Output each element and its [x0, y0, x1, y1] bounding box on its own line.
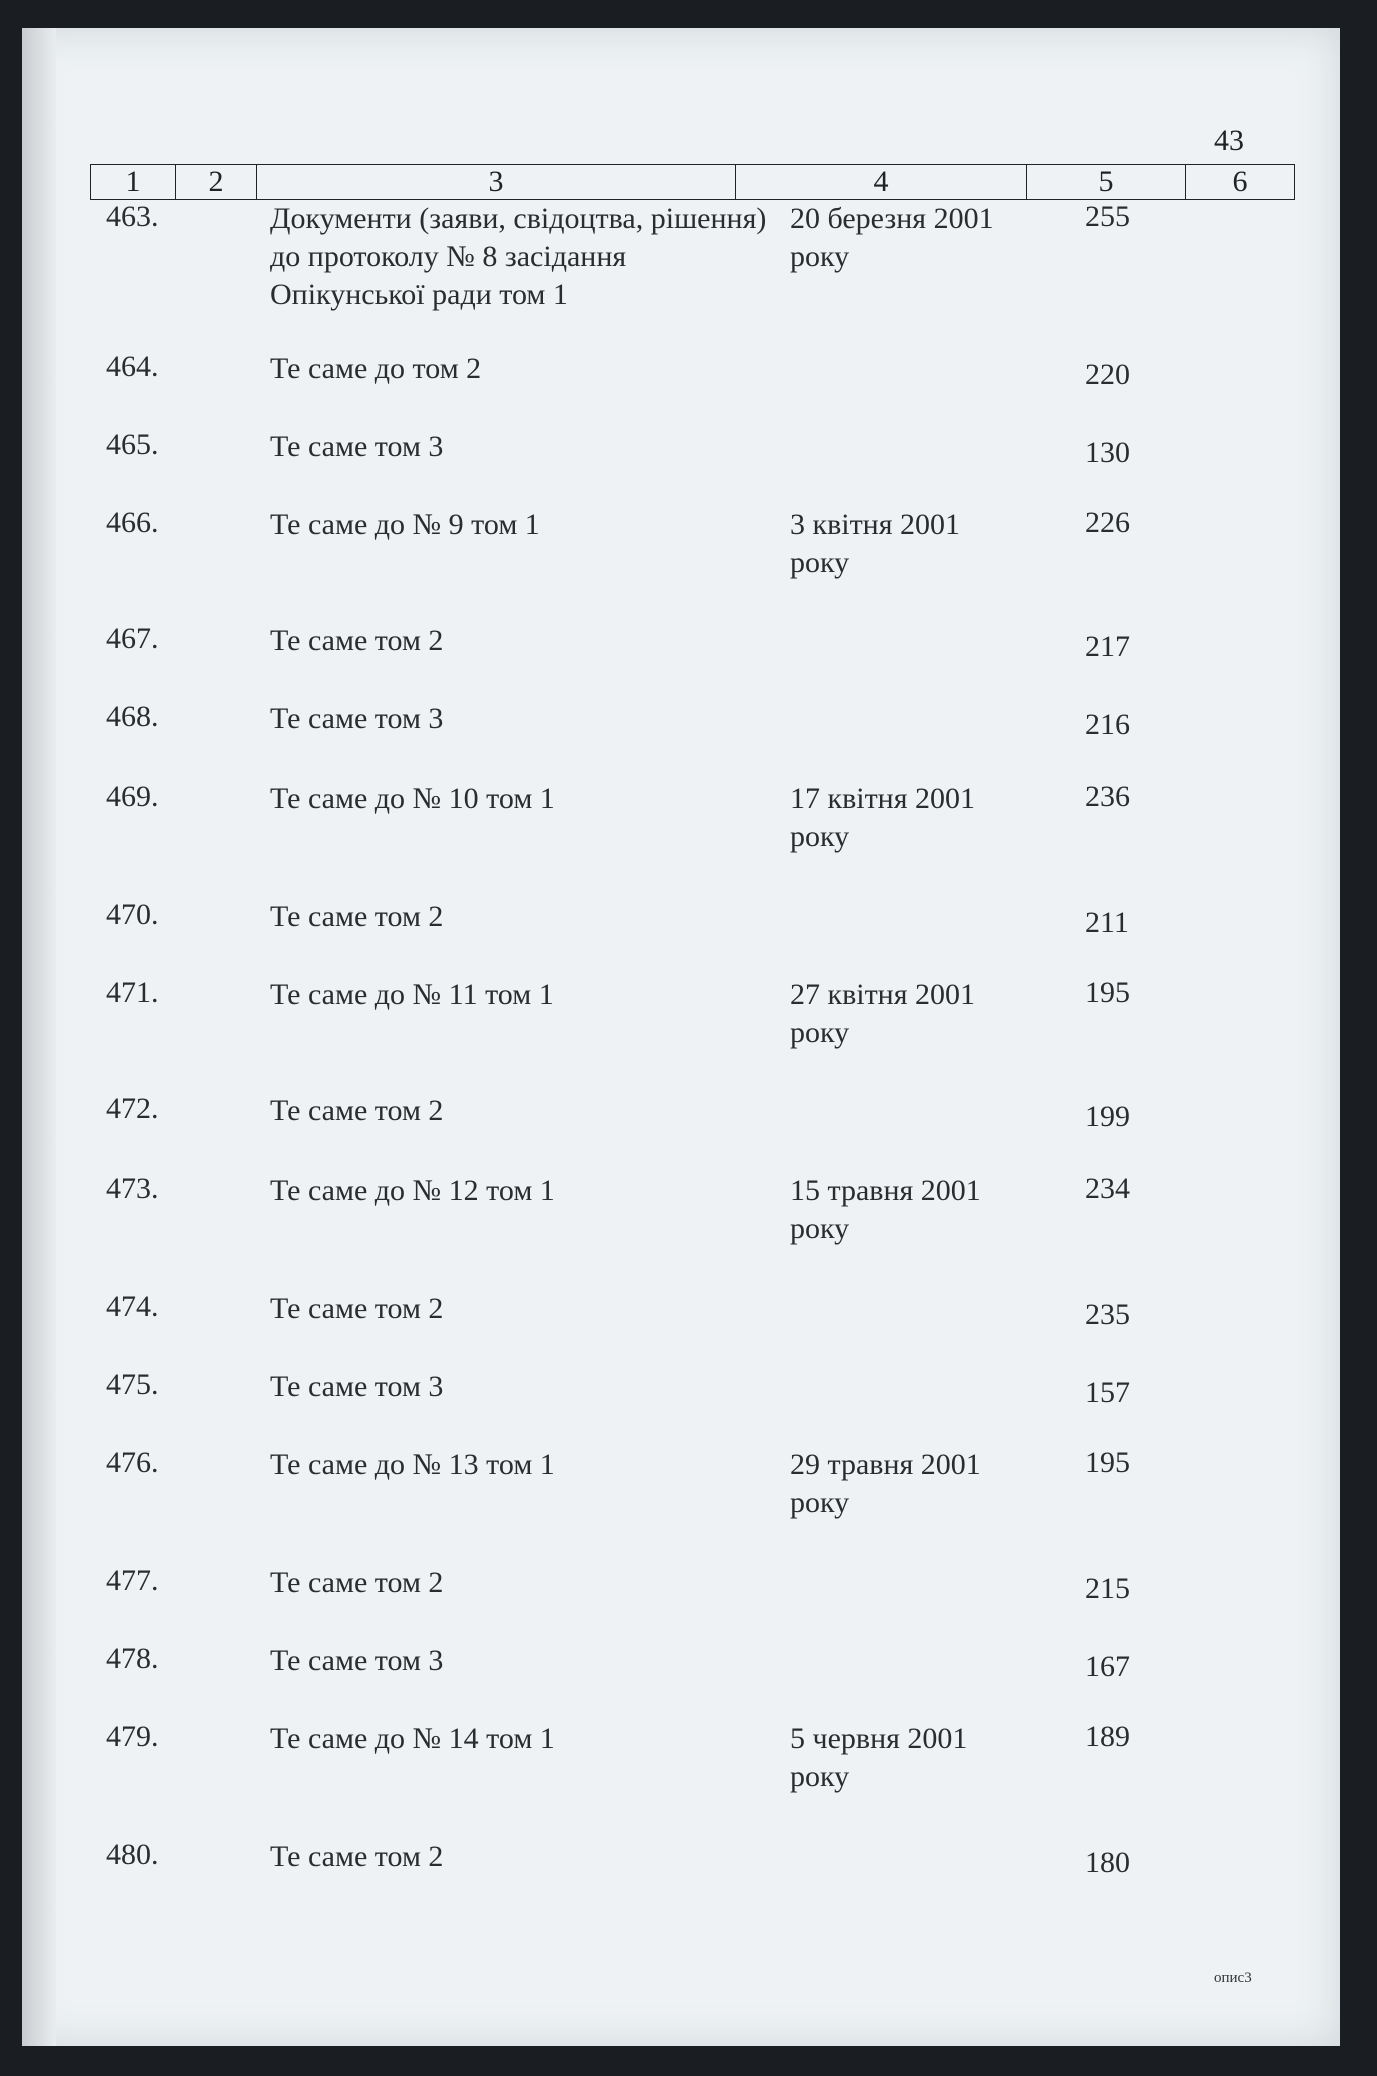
row-number: 477. — [106, 1564, 159, 1597]
row-sheet-count: 195 — [1085, 1446, 1130, 1479]
row-sheet-count: 189 — [1085, 1720, 1130, 1753]
row-sheet-count: 211 — [1085, 906, 1129, 939]
row-sheet-count: 130 — [1085, 436, 1130, 469]
row-date: 3 квітня 2001 року — [790, 508, 961, 579]
row-sheet-count: 199 — [1085, 1100, 1130, 1133]
row-number: 473. — [106, 1172, 159, 1205]
row-date: 5 червня 2001 року — [790, 1722, 968, 1793]
row-date: 20 березня 2001 року — [790, 202, 994, 273]
row-sheet-count: 226 — [1085, 506, 1130, 539]
row-sheet-count: 236 — [1085, 780, 1130, 813]
row-sheet-count: 167 — [1085, 1650, 1130, 1683]
row-title: Те саме до № 11 том 1 — [270, 978, 554, 1011]
row-title: Те саме том 3 — [270, 430, 444, 463]
row-title: Те саме до № 12 том 1 — [270, 1174, 555, 1207]
column-header-4: 4 — [736, 165, 1027, 200]
row-title: Те саме том 3 — [270, 1644, 444, 1677]
row-number: 470. — [106, 898, 159, 931]
row-sheet-count: 235 — [1085, 1298, 1130, 1331]
row-sheet-count: 157 — [1085, 1376, 1130, 1409]
page-number: 43 — [1214, 124, 1244, 157]
row-sheet-count: 255 — [1085, 200, 1130, 233]
row-number: 476. — [106, 1446, 159, 1479]
row-title: Те саме до № 9 том 1 — [270, 508, 540, 541]
row-number: 464. — [106, 350, 159, 383]
row-date: 29 травня 2001 року — [790, 1448, 981, 1519]
row-date: 17 квітня 2001 року — [790, 782, 976, 853]
row-title: Те саме том 2 — [270, 624, 444, 657]
page-binding-edge — [22, 28, 56, 2046]
row-sheet-count: 234 — [1085, 1172, 1130, 1205]
row-date: 15 травня 2001 року — [790, 1174, 981, 1245]
row-number: 479. — [106, 1720, 159, 1753]
row-number: 471. — [106, 976, 159, 1009]
row-number: 463. — [106, 200, 159, 233]
column-header-6: 6 — [1186, 165, 1295, 200]
row-number: 466. — [106, 506, 159, 539]
row-sheet-count: 216 — [1085, 708, 1130, 741]
row-title: Те саме до № 10 том 1 — [270, 782, 555, 815]
row-sheet-count: 195 — [1085, 976, 1130, 1009]
column-header-table — [90, 164, 1295, 200]
column-header-1: 1 — [91, 165, 176, 200]
row-title: Те саме том 2 — [270, 1840, 444, 1873]
document-page — [22, 28, 1340, 2046]
footer-stamp: опис3 — [1214, 1970, 1252, 1986]
row-number: 475. — [106, 1368, 159, 1401]
row-title: Те саме том 2 — [270, 1566, 444, 1599]
row-sheet-count: 220 — [1085, 358, 1130, 391]
row-title: Документи (заяви, свідоцтва, рішення) до протоколу № 8 засідання Опікунської ради том 1 — [270, 202, 767, 311]
row-number: 478. — [106, 1642, 159, 1675]
row-number: 469. — [106, 780, 159, 813]
row-title: Те саме до том 2 — [270, 352, 482, 385]
row-title: Те саме том 3 — [270, 1370, 444, 1403]
row-number: 472. — [106, 1092, 159, 1125]
column-header-2: 2 — [176, 165, 257, 200]
row-number: 474. — [106, 1290, 159, 1323]
column-header-3: 3 — [257, 165, 736, 200]
row-title: Те саме том 3 — [270, 702, 444, 735]
row-title: Те саме до № 13 том 1 — [270, 1448, 555, 1481]
row-title: Те саме том 2 — [270, 900, 444, 933]
row-title: Те саме том 2 — [270, 1292, 444, 1325]
row-number: 467. — [106, 622, 159, 655]
row-sheet-count: 217 — [1085, 630, 1130, 663]
row-number: 465. — [106, 428, 159, 461]
row-number: 468. — [106, 700, 159, 733]
row-number: 480. — [106, 1838, 159, 1871]
column-header-5: 5 — [1027, 165, 1186, 200]
row-sheet-count: 215 — [1085, 1572, 1130, 1605]
row-date: 27 квітня 2001 року — [790, 978, 976, 1049]
row-title: Те саме до № 14 том 1 — [270, 1722, 555, 1755]
row-title: Те саме том 2 — [270, 1094, 444, 1127]
row-sheet-count: 180 — [1085, 1846, 1130, 1879]
